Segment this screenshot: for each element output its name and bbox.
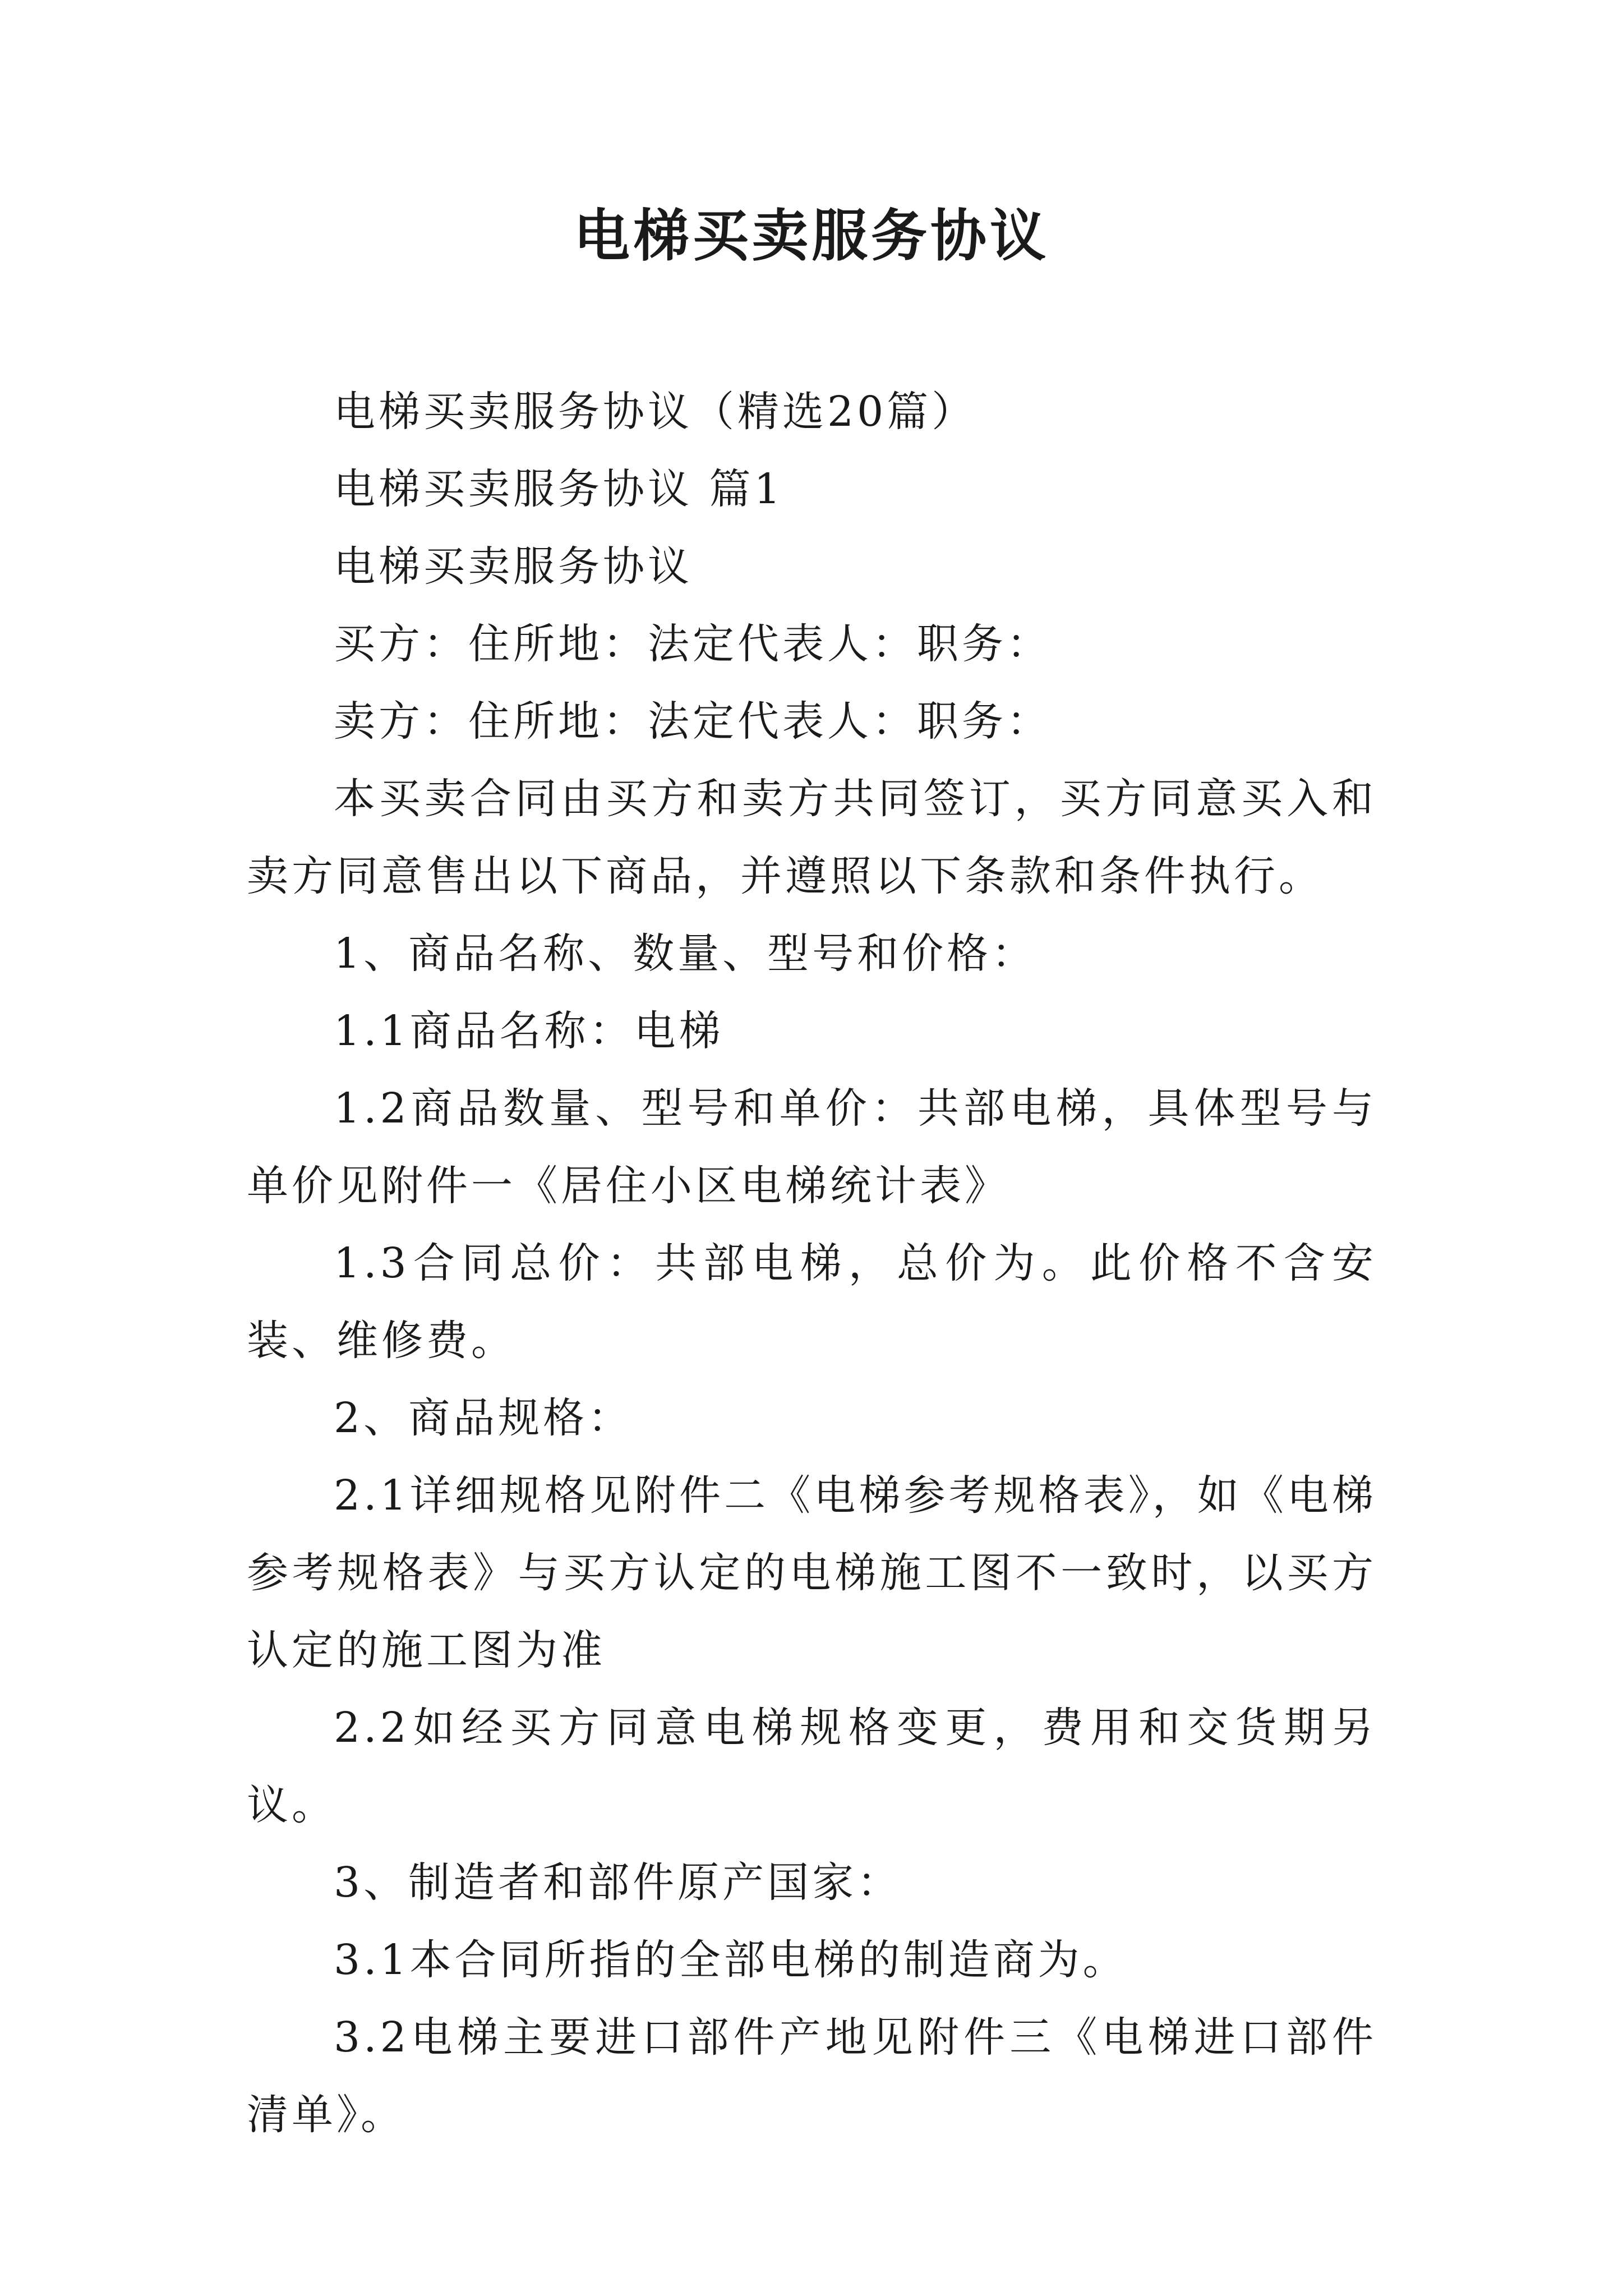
paragraph-12: 2.1详细规格见附件二《电梯参考规格表》，如《电梯参考规格表》与买方认定的电梯施工图不一致时，以买方认定的施工图为准 <box>247 1471 1377 1674</box>
paragraph-8: 1.1商品名称：电梯 <box>334 1007 724 1055</box>
document-title: 电梯买卖服务协议 <box>574 203 1049 269</box>
paragraph-10: 1.3合同总价：共部电梯，总价为。此价格不含安装、维修费。 <box>247 1239 1377 1365</box>
paragraph-14: 3、制造者和部件原产国家： <box>334 1858 902 1907</box>
document-body <box>247 373 1377 2154</box>
paragraph-9: 1.2商品数量、型号和单价：共部电梯，具体型号与单价见附件一《居住小区电梯统计表》 <box>247 1084 1377 1210</box>
paragraph-15: 3.1本合同所指的全部电梯的制造商为。 <box>334 1936 1128 1984</box>
paragraph-6: 本买卖合同由买方和卖方共同签订，买方同意买入和卖方同意售出以下商品，并遵照以下条款和条件执行。 <box>247 775 1377 900</box>
paragraph-1: 电梯买卖服务协议（精选20篇） <box>334 388 977 436</box>
paragraph-13: 2.2如经买方同意电梯规格变更，费用和交货期另议。 <box>247 1704 1377 1829</box>
paragraph-16: 3.2电梯主要进口部件产地见附件三《电梯进口部件清单》。 <box>247 2013 1377 2139</box>
paragraph-11: 2、商品规格： <box>334 1394 633 1442</box>
paragraph-7: 1、商品名称、数量、型号和价格： <box>334 930 1037 978</box>
paragraph-3: 电梯买卖服务协议 <box>334 542 693 591</box>
paragraph-5: 卖方：住所地：法定代表人：职务： <box>334 697 1052 746</box>
paragraph-4: 买方：住所地：法定代表人：职务： <box>334 620 1052 668</box>
paragraph-2: 电梯买卖服务协议 篇1 <box>334 465 784 513</box>
